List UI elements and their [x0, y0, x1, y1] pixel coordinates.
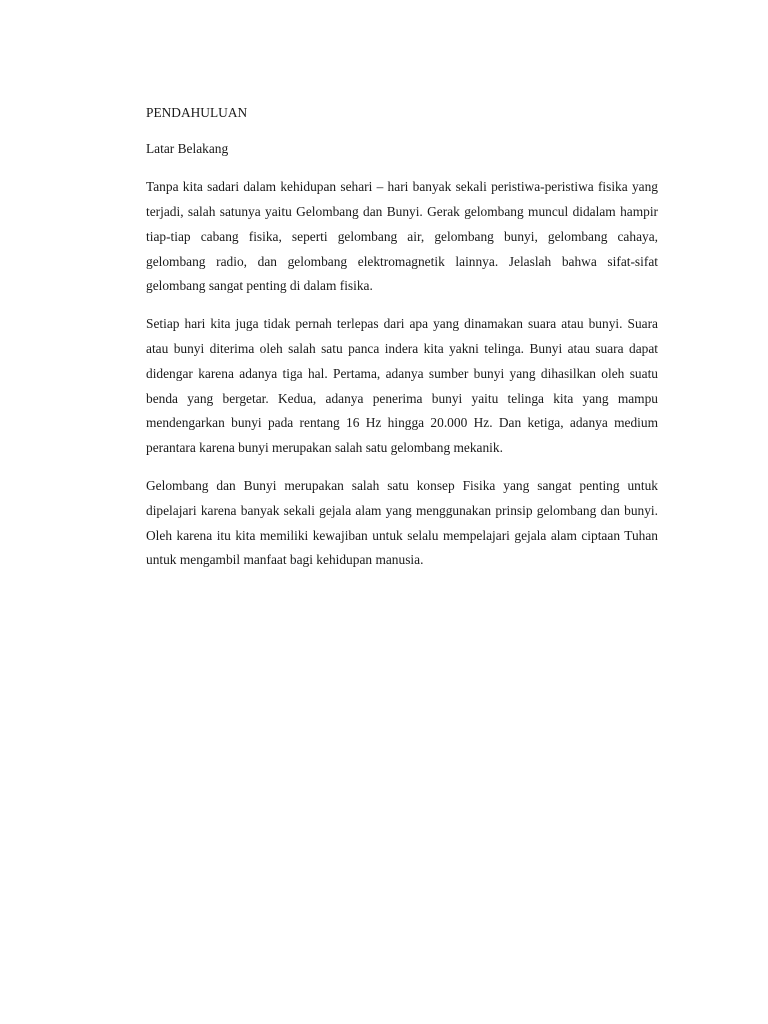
section-title: PENDAHULUAN	[146, 105, 248, 120]
paragraph-3: Gelombang dan Bunyi merupakan salah satu konsep Fisika yang sangat penting untuk dipelajari karena banyak sekali gejala alam yang menggunakan prinsip gelombang dan bunyi. Oleh karena itu kita memiliki kewajiban untuk selalu mempelajari gejala alam ciptaan Tuhan untuk mengambil manfaat bagi kehidupan manusia.	[146, 478, 658, 568]
paragraph-2: Setiap hari kita juga tidak pernah terlepas dari apa yang dinamakan suara atau bunyi. Suara atau bunyi diterima oleh salah satu panca indera kita yakni telinga. Bunyi atau suara dapat didengar karena adanya tiga hal. Pertama, adanya sumber bunyi yang dihasilkan oleh suatu benda yang bergetar. Kedua, adanya penerima bunyi yaitu telinga kita yang mampu mendengarkan bunyi pada rentang 16 Hz hingga 20.000 Hz. Dan ketiga, adanya medium perantara karena bunyi merupakan salah satu gelombang mekanik.	[146, 316, 658, 455]
paragraph-1: Tanpa kita sadari dalam kehidupan sehari – hari banyak sekali peristiwa-peristiwa fisika yang terjadi, salah satunya yaitu Gelombang dan Bunyi. Gerak gelombang muncul didalam hampir tiap-tiap cabang fisika, seperti gelombang air, gelombang bunyi, gelombang cahaya, gelombang radio, dan gelombang elektromagnetik lainnya. Jelaslah bahwa sifat-sifat gelombang sangat penting di dalam fisika.	[146, 179, 658, 294]
subsection-title: Latar Belakang	[146, 141, 229, 157]
document-body	[146, 101, 658, 573]
